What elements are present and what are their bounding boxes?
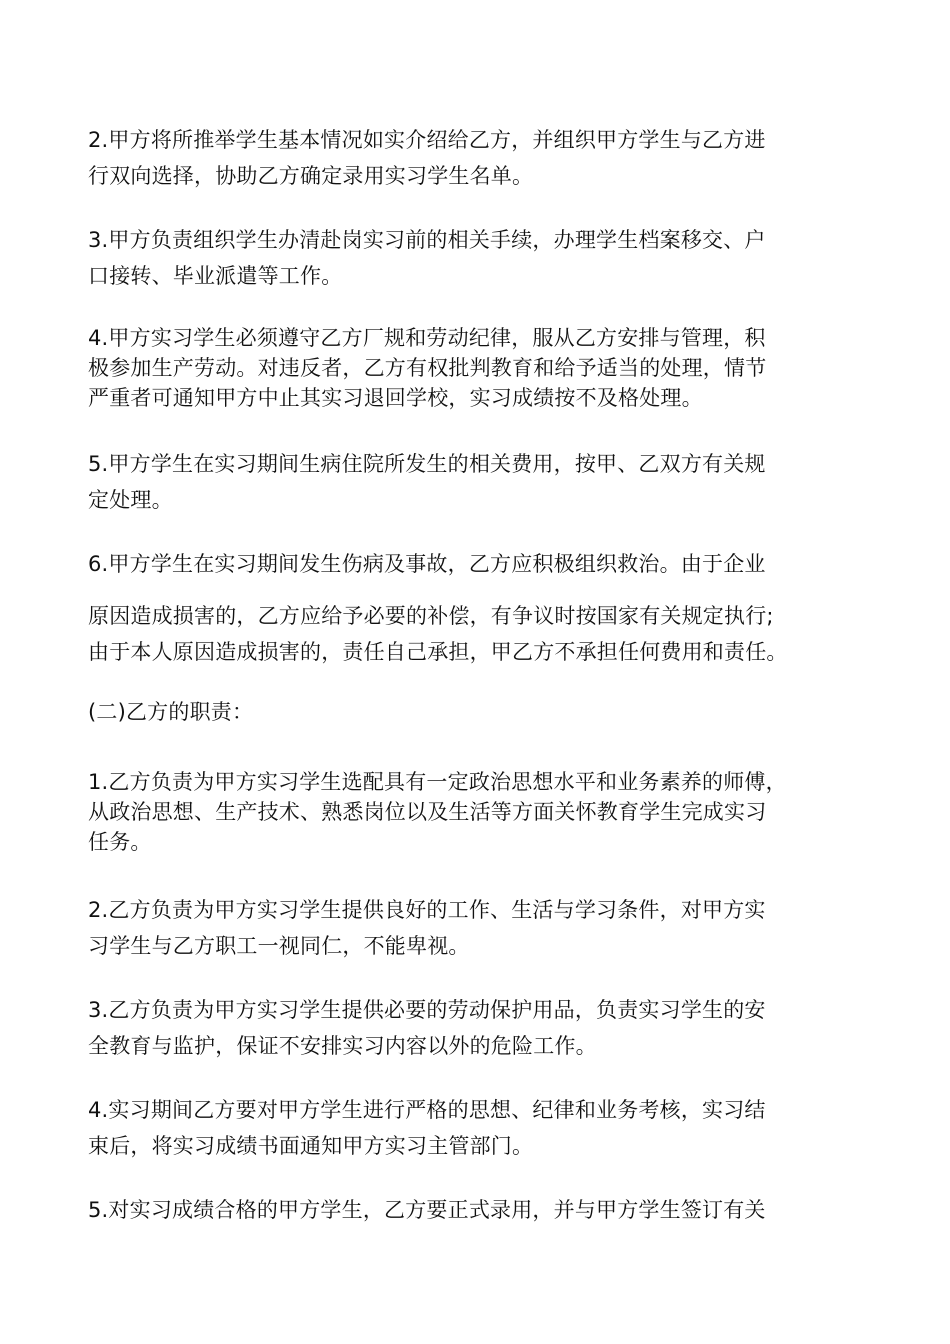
text-line: 4.实习期间乙方要对甲方学生进行严格的思想、纪律和业务考核，实习结 bbox=[88, 1098, 766, 1122]
section-heading-party-b-duties bbox=[88, 694, 868, 730]
paragraph-party-a-4 bbox=[88, 320, 868, 416]
text-line: 束后，将实习成绩书面通知甲方实习主管部门。 bbox=[88, 1134, 534, 1158]
text-line: 2.甲方将所推举学生基本情况如实介绍给乙方，并组织甲方学生与乙方进 bbox=[88, 128, 766, 152]
text-line: 口接转、毕业派遣等工作。 bbox=[88, 264, 343, 288]
paragraph-party-a-2 bbox=[88, 122, 868, 194]
paragraph-party-a-6 bbox=[88, 546, 868, 582]
text-line: 4.甲方实习学生必须遵守乙方厂规和劳动纪律，服从乙方安排与管理，积 bbox=[88, 326, 766, 350]
text-line: 由于本人原因造成损害的，责任自己承担，甲乙方不承担任何费用和责任。 bbox=[88, 640, 788, 664]
paragraph-party-b-4 bbox=[88, 1092, 868, 1164]
paragraph-party-a-5 bbox=[88, 446, 868, 518]
text-line: 严重者可通知甲方中止其实习退回学校，实习成绩按不及格处理。 bbox=[88, 386, 703, 410]
text-line: 原因造成损害的，乙方应给予必要的补偿，有争议时按国家有关规定执行; bbox=[88, 604, 774, 628]
paragraph-party-a-6-continued bbox=[88, 598, 868, 670]
text-line: 行双向选择，协助乙方确定录用实习学生名单。 bbox=[88, 164, 534, 188]
text-line: 5.对实习成绩合格的甲方学生，乙方要正式录用，并与甲方学生签订有关 bbox=[88, 1198, 766, 1222]
paragraph-party-b-2 bbox=[88, 892, 868, 964]
text-line: 2.乙方负责为甲方实习学生提供良好的工作、生活与学习条件，对甲方实 bbox=[88, 898, 766, 922]
text-line: 3.乙方负责为甲方实习学生提供必要的劳动保护用品，负责实习学生的安 bbox=[88, 998, 766, 1022]
text-line: 定处理。 bbox=[88, 488, 173, 512]
text-line: 1.乙方负责为甲方实习学生选配具有一定政治思想水平和业务素养的师傅， bbox=[88, 770, 787, 794]
text-line: 全教育与监护，保证不安排实习内容以外的危险工作。 bbox=[88, 1034, 597, 1058]
text-line: 5.甲方学生在实习期间生病住院所发生的相关费用，按甲、乙双方有关规 bbox=[88, 452, 766, 476]
paragraph-party-b-1 bbox=[88, 764, 868, 860]
text-line: 从政治思想、生产技术、熟悉岗位以及生活等方面关怀教育学生完成实习 bbox=[88, 800, 767, 824]
paragraph-party-b-3 bbox=[88, 992, 868, 1064]
text-line: 任务。 bbox=[88, 830, 152, 854]
text-line: 3.甲方负责组织学生办清赴岗实习前的相关手续，办理学生档案移交、户 bbox=[88, 228, 766, 252]
text-line: 习学生与乙方职工一视同仁，不能卑视。 bbox=[88, 934, 470, 958]
paragraph-party-b-5 bbox=[88, 1192, 868, 1228]
text-line: 6.甲方学生在实习期间发生伤病及事故，乙方应积极组织救治。由于企业 bbox=[88, 552, 766, 576]
text-line: (二)乙方的职责： bbox=[88, 700, 254, 724]
paragraph-party-a-3 bbox=[88, 222, 868, 294]
text-line: 极参加生产劳动。对违反者，乙方有权批判教育和给予适当的处理，情节 bbox=[88, 356, 767, 380]
